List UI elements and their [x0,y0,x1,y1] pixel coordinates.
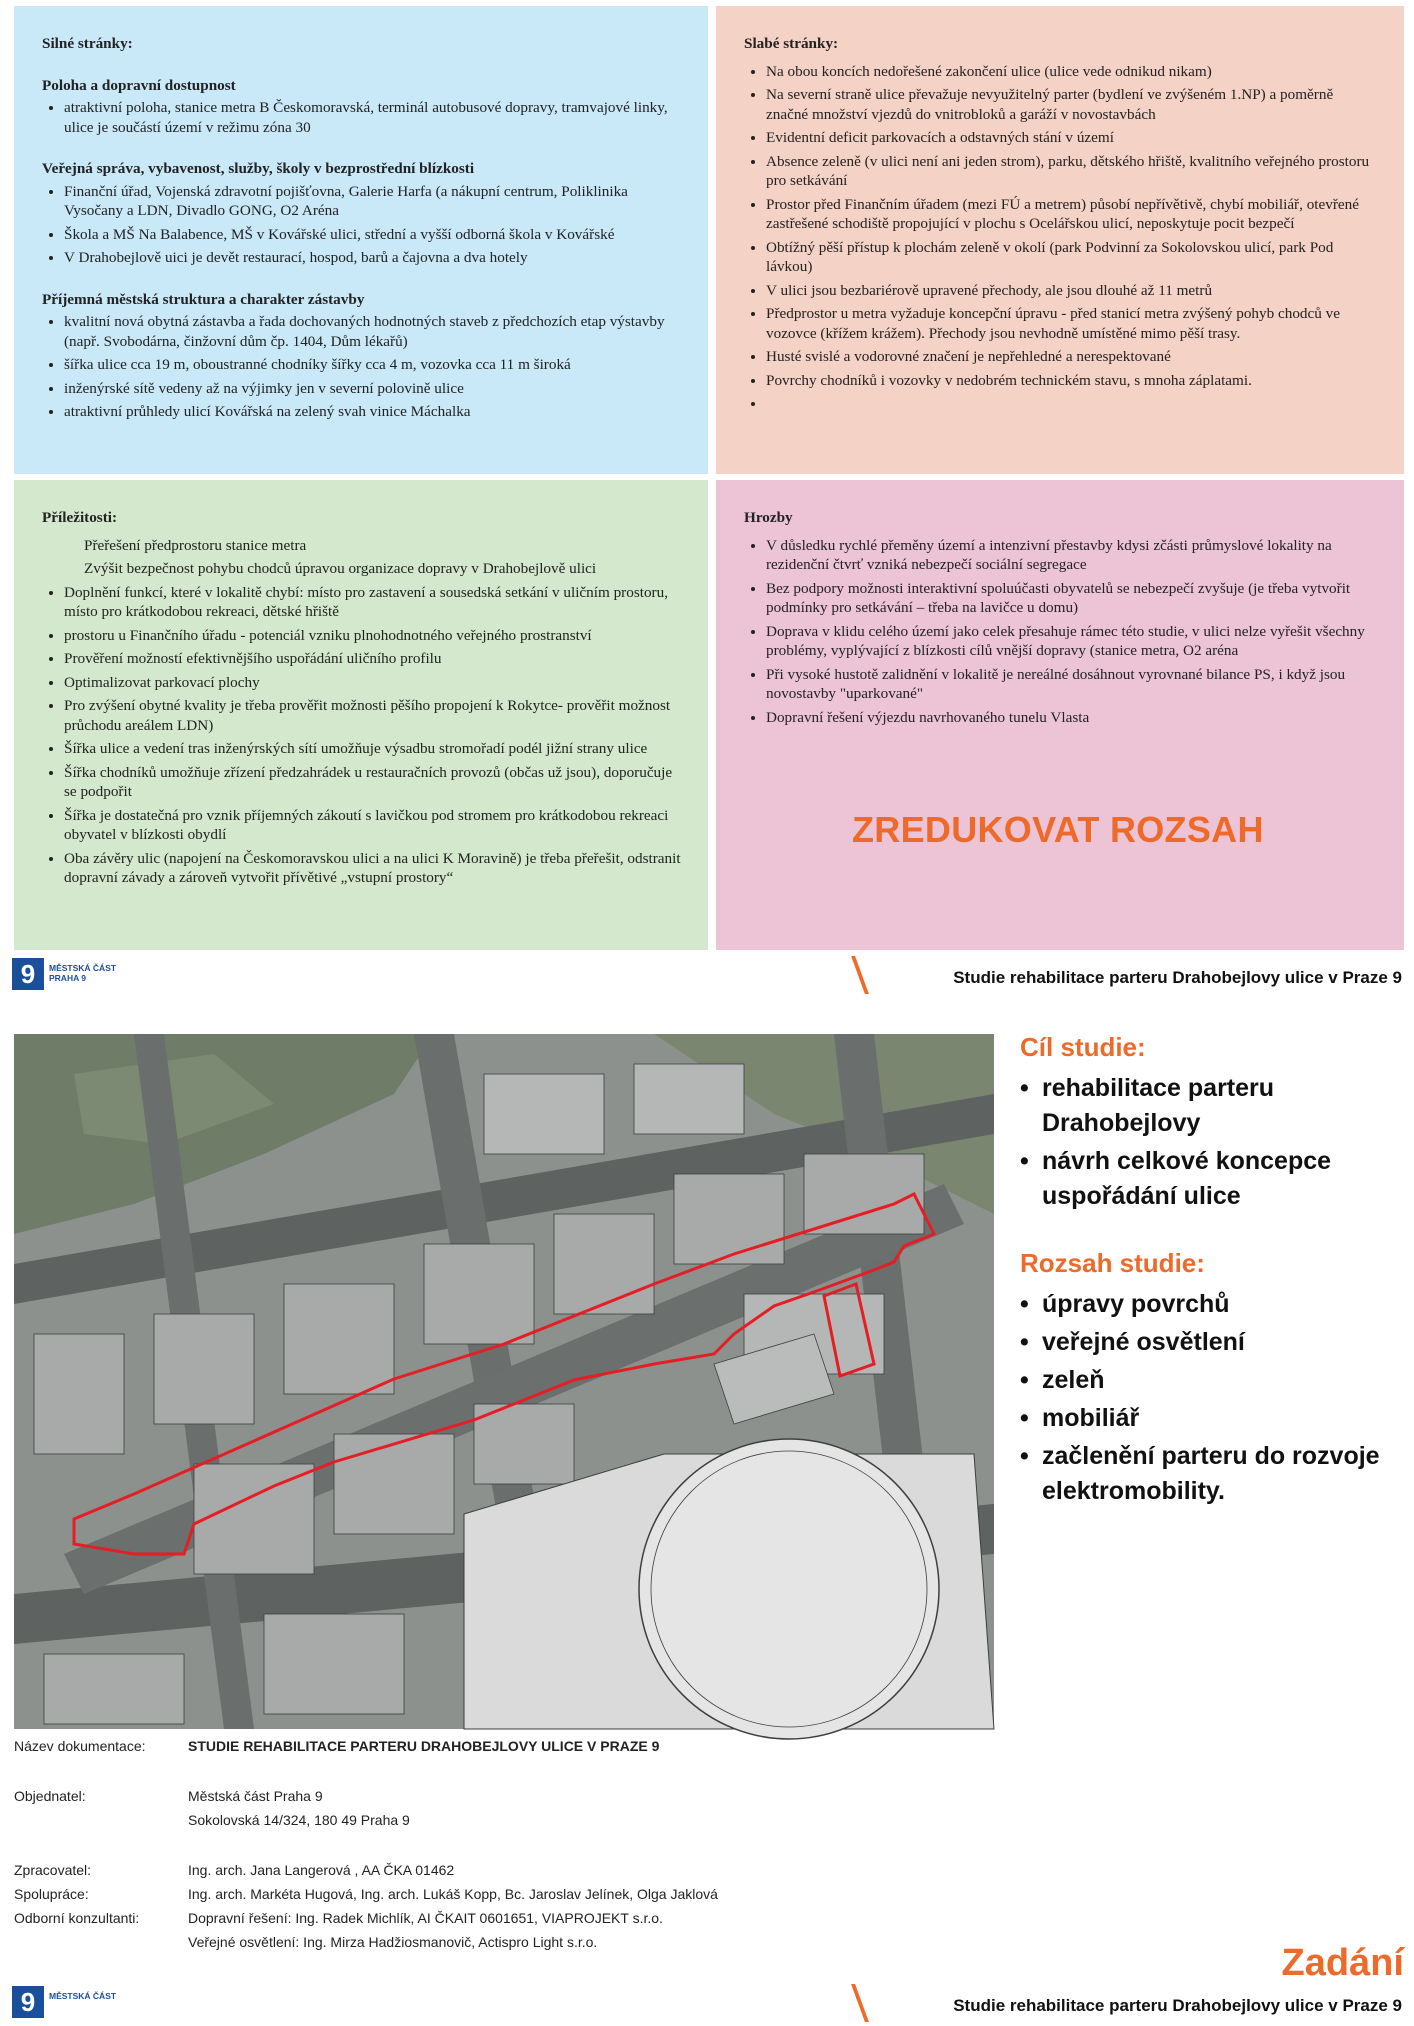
list-item: • V Drahobejlově uici je devět restaurací, hospod, barů a čajovna a dva hotely [64,248,682,268]
list-item: • kvalitní nová obytná zástavba a řada dochovaných hodnotných staveb z předchozích etap výstavby (např. Svobodárna, činžovní dům čp. 1404, Dům lékařů) [64,312,682,351]
list-item: • Šířka ulice a vedení tras inženýrských sítí umožňuje výsadbu stromořadí podél jižní strany ulice [64,739,682,759]
list-item: • šířka ulice cca 19 m, oboustranné chodníky šířky cca 4 m, vozovka cca 11 m široká [64,355,682,375]
list-item: • Evidentní deficit parkovacích a odstavných stání v území [766,128,1378,148]
opportunities-list [42,583,682,888]
aim-list [1020,1071,1410,1214]
strengths-title: Silné stránky: [42,35,133,52]
list-item: • atraktivní poloha, stanice metra B Českomoravská, terminál autobusové dopravy, tramvajové linky, ulice je součástí území v režimu zóna 30 [64,98,682,137]
list-item [766,394,1378,414]
list-item: • začlenění parteru do rozvoje elektromobility. [1020,1439,1410,1509]
strengths-panel [14,6,708,474]
list-item: • návrh celkové koncepce uspořádání ulice [1020,1144,1410,1214]
orange-slash-mark [851,956,869,994]
section-label: Zadání [1281,1942,1404,1984]
list-item: • Dopravní řešení výjezdu navrhovaného tunelu Vlasta [766,708,1378,728]
consultants-lighting: Veřejné osvětlení: Ing. Mirza Hadžiosmanovič, Actispro Light s.r.o. [188,1934,598,1950]
strengths-list [42,182,682,268]
list-item: • Obtížný pěší přístup k plochám zeleně v okolí (park Podvinní za Sokolovskou ulicí, park Pod lávkou) [766,238,1378,277]
orange-slash-mark [851,1984,869,2022]
list-item: • prostoru u Finančního úřadu - potenciál vzniku plnohodnotného veřejného prostranství [64,626,682,646]
list-item: • Na obou koncích nedořešené zakončení ulice (ulice vede odnikud nikam) [766,62,1378,82]
consultants-label: Odborní konzultanti: [14,1910,140,1926]
list-item: • Optimalizovat parkovací plochy [64,673,682,693]
author-label: Zpracovatel: [14,1862,92,1878]
list-item: • mobiliář [1020,1401,1410,1436]
list-item: • Pro zvýšení obytné kvality je třeba prověřit možnosti pěšího propojení k Rokytce- prověřit možnost průchodu areálem LDN) [64,696,682,735]
threats-title: Hrozby [744,509,793,526]
opportunity-plain-line: Přeřešení předprostoru stanice metra [84,536,307,554]
list-item: • Husté svislé a vodorovné značení je nepřehledné a nerespektované [766,347,1378,367]
list-item: • V ulici jsou bezbariérově upravené přechody, ale jsou dlouhé až 11 metrů [766,281,1378,301]
page-footer-bottom [0,1982,1414,2017]
opportunities-panel [14,480,708,950]
aim-title: Cíl studie: [1020,1032,1146,1062]
strengths-group-title: Příjemná městská struktura a charakter zástavby [42,290,365,308]
study-goals [1020,1026,1410,1543]
list-item: • Prostor před Finančním úřadem (mezi FÚ a metrem) působí nepřívětivě, chybí mobiliář, otevřené zastřešené schodiště propojující v plochu s Ocelářskou ulicí, neposkytuje pocit bezpečí [766,195,1378,234]
cooperation-value: Ing. arch. Markéta Hugová, Ing. arch. Lukáš Kopp, Bc. Jaroslav Jelínek, Olga Jaklová [188,1886,718,1902]
list-item: • Škola a MŠ Na Balabence, MŠ v Kovářské ulici, střední a vyšší odborná škola v Kovářské [64,225,682,245]
prague-9-logo [12,958,132,998]
author-value: Ing. arch. Jana Langerová , AA ČKA 01462 [188,1862,455,1878]
strengths-group-title: Veřejná správa, vybavenost, služby, školy v bezprostřední blízkosti [42,160,475,177]
aerial-map [14,1034,994,1729]
list-item: • Šířka je dostatečná pro vznik příjemných zákoutí s lavičkou pod stromem pro krátkodobou rekreaci obyvatel v blízkosti obydlí [64,806,682,845]
list-item: • rehabilitace parteru Drahobejlovy [1020,1071,1410,1141]
weaknesses-list [744,62,1378,414]
prague-9-logo [12,1986,132,2026]
weaknesses-panel [716,6,1404,474]
footer-title: Studie rehabilitace parteru Drahobejlovy ulice v Praze 9 [953,968,1402,987]
cooperation-label: Spolupráce: [14,1886,89,1902]
client-value: Městská část Praha 9 [188,1788,323,1804]
list-item: • Předprostor u metra vyžaduje koncepční úpravu - před stanicí metra zvýšený pohyb chodců ve vozovce (křížem krážem). Přechody jsou nevhodně umístěné mimo pěší trasy. [766,304,1378,343]
doc-name-value: STUDIE REHABILITACE PARTERU DRAHOBEJLOVY ULICE V PRAZE 9 [188,1738,660,1754]
scope-list [1020,1287,1410,1509]
list-item: • úpravy povrchů [1020,1287,1410,1322]
strengths-list [42,98,682,137]
doc-name-label: Název dokumentace: [14,1738,146,1754]
client-label: Objednatel: [14,1788,86,1804]
logo-line: MĚSTSKÁ ČÁST [49,1991,117,2001]
weaknesses-title: Slabé stránky: [744,35,839,52]
footer-title: Studie rehabilitace parteru Drahobejlovy ulice v Praze 9 [953,1996,1402,2015]
threats-list [744,536,1378,728]
list-item: • Prověření možností efektivnějšího uspořádání uličního profilu [64,649,682,669]
list-item: • veřejné osvětlení [1020,1325,1410,1360]
threats-panel [716,480,1404,950]
page-footer [0,954,1414,998]
list-item: • Oba závěry ulic (napojení na Českomoravskou ulici a na ulici K Moravině) je třeba přeřešit, odstranit dopravní závady a zároveň vytvořit přívětivé „vstupní prostory“ [64,849,682,888]
list-item: • Finanční úřad, Vojenská zdravotní pojišťovna, Galerie Harfa (a nákupní centrum, Poliklinika Vysočany a LDN, Divadlo GONG, O2 Aréna [64,182,682,221]
opportunities-title: Příležitosti: [42,509,118,526]
list-item: • Absence zeleně (v ulici není ani jeden strom), parku, dětského hřiště, kvalitního veřejného prostoru pro setkávání [766,152,1378,191]
list-item: • inženýrské sítě vedeny až na výjimky jen v severní polovině ulice [64,379,682,399]
list-item: • V důsledku rychlé přeměny území a intenzivní přestavby kdysi zčásti průmyslové lokality na rezidenční čtvrť vzniká nebezpečí sociální segregace [766,536,1378,575]
strengths-list [42,312,682,422]
list-item: • Povrchy chodníků i vozovky v nedobrém technickém stavu, s mnoha záplatami. [766,371,1378,391]
logo-line: PRAHA 9 [49,973,86,983]
client-address: Sokolovská 14/324, 180 49 Praha 9 [188,1812,410,1828]
list-item: • Doprava v klidu celého území jako celek přesahuje rámec této studie, v ulici nelze vyřešit všechny problémy, vyplývající z blízkosti cílů vnější dopravy (stanice metra, O2 aréna [766,622,1378,661]
logo-line: MĚSTSKÁ ČÁST [49,963,117,973]
list-item: • Bez podpory možnosti interaktivní spoluúčasti obyvatelů se nebezpečí zvyšuje (je třeba vytvořit podmínky pro setkávání – třeba na lavičce u domu) [766,579,1378,618]
list-item: • Při vysoké hustotě zalidnění v lokalitě je nereálné dosáhnout vyrovnané bilance PS, i když jsou novostavby "uparkované" [766,665,1378,704]
opportunity-plain-line: Zvýšit bezpečnost pohybu chodců úpravou organizace dopravy v Drahobejlově ulici [84,560,597,577]
aerial-map-svg [14,1034,994,1729]
logo-text [49,1991,116,2001]
scope-title: Rozsah studie: [1020,1248,1205,1278]
list-item: • Doplnění funkcí, které v lokalitě chybí: místo pro zastavení a sousedská setkání v uličním prostoru, místo pro krátkodobou rekreaci, dětské hřiště [64,583,682,622]
list-item: • zeleň [1020,1363,1410,1398]
logo-digit: 9 [12,958,44,990]
logo-text [49,963,116,983]
logo-digit: 9 [12,1986,44,2018]
list-item: • Na severní straně ulice převažuje nevyužitelný parter (bydlení ve zvýšeném 1.NP) a poměrně značné množství vjezdů do vnitrobloků a garáží v novostavbách [766,85,1378,124]
consultants-traffic: Dopravní řešení: Ing. Radek Michlík, AI ČKAIT 0601651, VIAPROJEKT s.r.o. [188,1910,663,1926]
list-item: • Šířka chodníků umožňuje zřízení předzahrádek u restauračních provozů (občas už jsou), doporučuje se podpořit [64,763,682,802]
strengths-group-title: Poloha a dopravní dostupnost [42,76,236,94]
list-item: • atraktivní průhledy ulicí Kovářská na zelený svah vinice Máchalka [64,402,682,422]
reduce-scope-stamp: ZREDUKOVAT ROZSAH [852,809,1264,850]
